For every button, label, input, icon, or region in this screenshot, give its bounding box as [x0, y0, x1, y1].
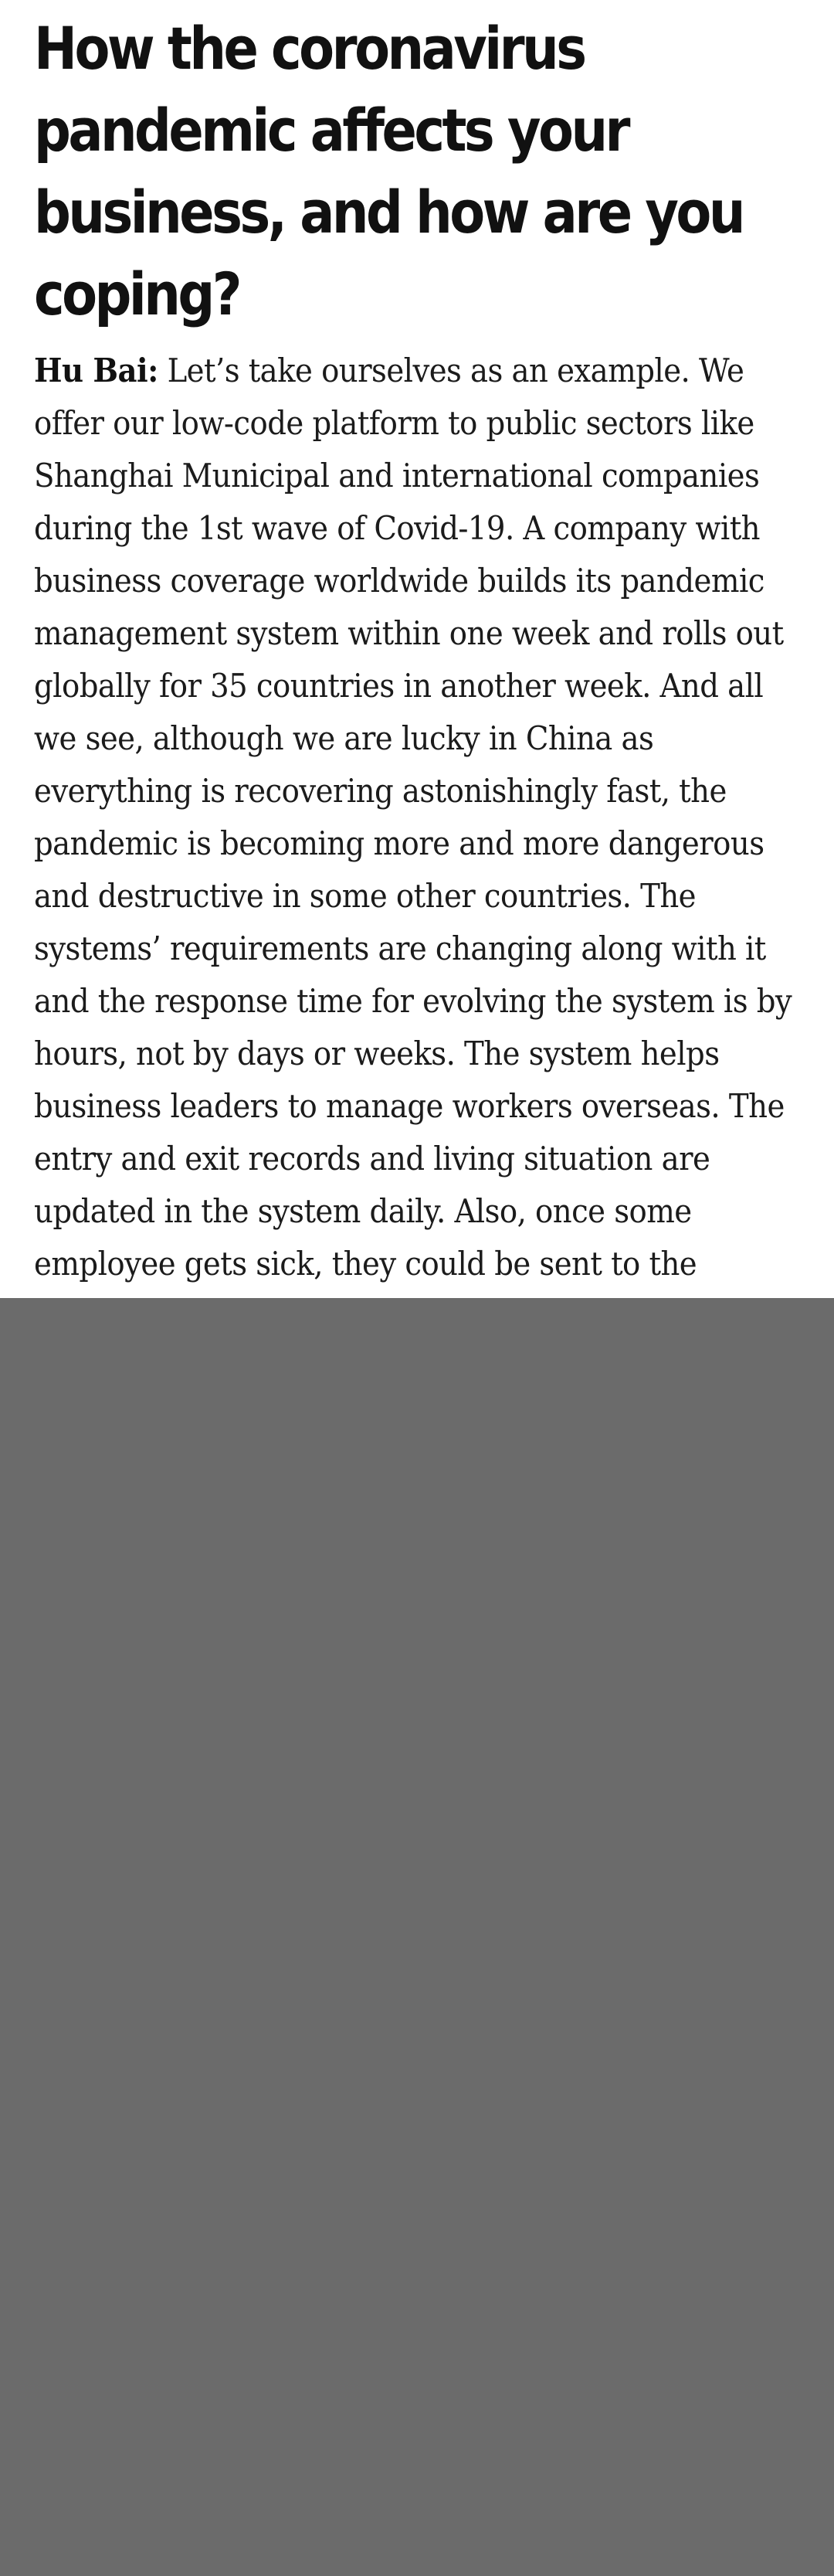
article-headline: How the coronavirus pandemic affects your business, and how are you coping? [34, 14, 743, 328]
speaker-name: Hu Bai: [34, 352, 158, 389]
article-paragraph [34, 345, 802, 1395]
answer-text: Let’s take ourselves as an example. We offer our low-code platform to public sectors like Shanghai Municipal and international companies during the 1st wave of Covid-19. A company with business coverage worldwide builds its pandemic management system within one week and rolls out globally for 35 countries in another week. And all we see, although we are lucky in China as everything is recovering astonishingly fast, the pandemic is becoming more and more dangerous and destructive in some other countries. The systems’ requirements are changing along with it and the response time for evolving the system is by hours, not by days or weeks. The system helps business leaders to manage workers overseas. The entry and exit records and living situation are updated in the system daily. Also, once some employee gets sick, they could be sent to the [34, 352, 792, 1283]
modal-overlay[interactable] [0, 1298, 834, 2576]
